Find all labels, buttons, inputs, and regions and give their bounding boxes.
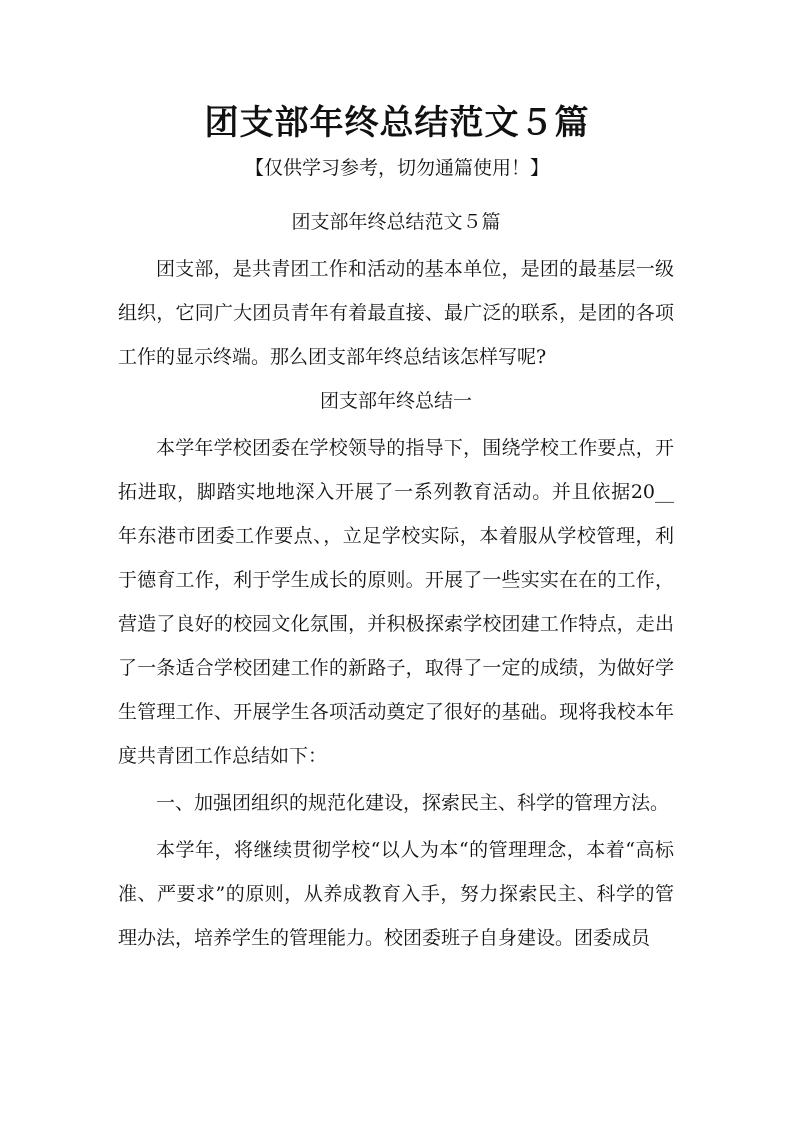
subtitle: 团支部年终总结范文５篇	[291, 211, 501, 233]
disclaimer-note: 【仅供学习参考，切勿通篇使用！】	[244, 157, 549, 179]
section-heading: 团支部年终总结一	[319, 390, 472, 412]
document-body	[118, 200, 674, 960]
body-paragraph-1: 本学年学校团委在学校领导的指导下，围绕学校工作要点，开拓进取，脚踏实地地深入开展了一系列教育活动。并且依据20__年东港市团委工作要点、，立足学校实际，本着服从学校管理，利于德育工作，利于学生成长的原则。开展了一些实实在在的工作，营造了良好的校园文化氛围，并积极探索学校团建工作特点，走出了一条适合学校团建工作的新路子，取得了一定的成绩，为做好学生管理工作、开展学生各项活动奠定了很好的基础。现将我校本年度共青团工作总结如下：	[118, 437, 674, 767]
intro-paragraph: 团支部，是共青团工作和活动的基本单位，是团的最基层一级组织，它同广大团员青年有着最直接、最广泛的联系，是团的各项工作的显示终端。那么团支部年终总结该怎样写呢?	[118, 258, 674, 368]
body-paragraph-2: 本学年，将继续贯彻学校“以人为本“的管理理念，本着“高标准、严要求”的原则，从养成教育入手，努力探索民主、科学的管理办法，培养学生的管理能力。校团委班子自身建设。团委成员	[118, 839, 674, 949]
point-heading-1: 一、加强团组织的规范化建设，探索民主、科学的管理方法。	[156, 792, 670, 814]
document-title: 团支部年终总结范文５篇	[204, 103, 590, 143]
